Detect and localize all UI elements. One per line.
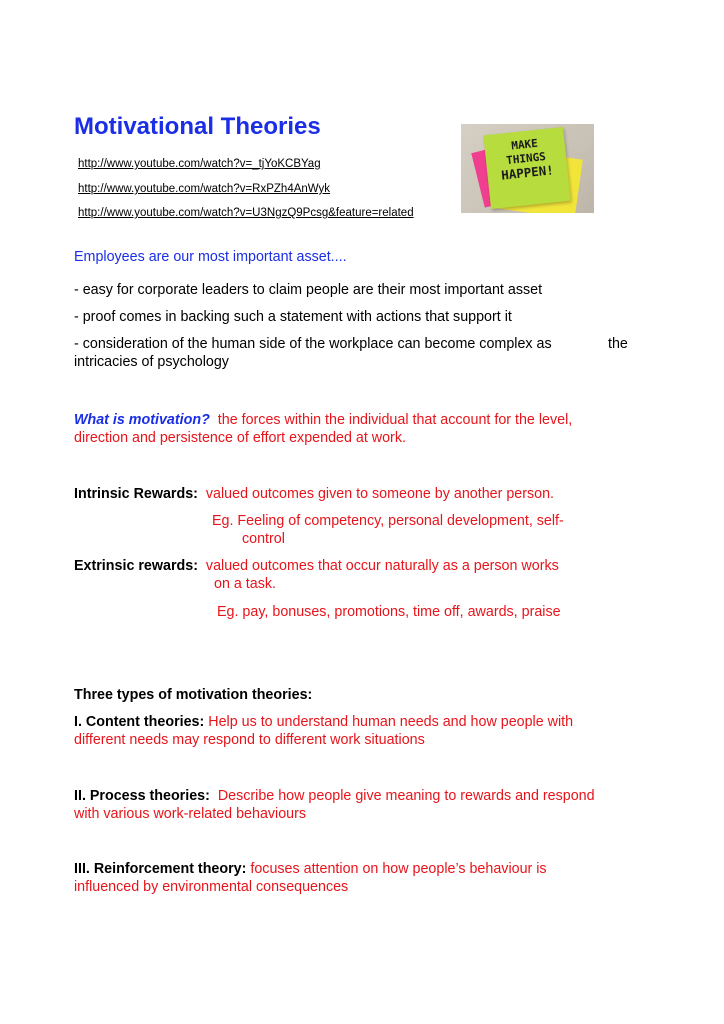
extrinsic-rewards <box>74 557 559 575</box>
motivation-definition <box>74 411 572 429</box>
bullet-3-continued: intricacies of psychology <box>74 354 229 370</box>
reinforcement-theory-label: III. Reinforcement theory: <box>74 861 247 877</box>
extrinsic-label: Extrinsic rewards: <box>74 558 198 574</box>
motivation-answer-line-2: direction and persistence of effort expended at work. <box>74 430 406 446</box>
youtube-link-1[interactable]: http://www.youtube.com/watch?v=_tjYoKCBYag <box>78 158 321 170</box>
content-theories-line-1: Help us to understand human needs and how people with <box>208 714 574 730</box>
motivation-answer-line-1: the forces within the individual that account for the level, <box>217 412 573 428</box>
make-things-happen-image <box>461 124 594 213</box>
process-theories-line-1: Describe how people give meaning to rewards and respond <box>217 788 595 804</box>
bullet-2: - proof comes in backing such a statement with actions that support it <box>74 309 512 325</box>
extrinsic-definition-line-1: valued outcomes that occur naturally as a person works <box>205 558 559 574</box>
reinforcement-theory <box>74 860 547 878</box>
bullet-1: - easy for corporate leaders to claim people are their most important asset <box>74 282 543 298</box>
reinforcement-theory-line-2: influenced by environmental consequences <box>74 879 349 895</box>
bullet-3-tail: the <box>608 336 628 352</box>
green-sticky-note <box>483 127 570 209</box>
extrinsic-definition-line-2: on a task. <box>214 576 276 592</box>
intrinsic-definition: valued outcomes given to someone by another person. <box>205 486 555 502</box>
intrinsic-example-line-2: control <box>242 531 285 547</box>
intrinsic-rewards <box>74 485 554 503</box>
process-theories-line-2: with various work-related behaviours <box>74 806 307 822</box>
intrinsic-label: Intrinsic Rewards: <box>74 486 198 502</box>
youtube-link-3[interactable]: http://www.youtube.com/watch?v=U3NgzQ9Pcsg&feature=related <box>78 207 414 219</box>
process-theories-label: II. Process theories: <box>74 788 210 804</box>
page-title: Motivational Theories <box>74 113 321 140</box>
process-theories <box>74 787 595 805</box>
content-theories-line-2: different needs may respond to different work situations <box>74 732 425 748</box>
intrinsic-example-line-1: Eg. Feeling of competency, personal development, self- <box>212 513 564 529</box>
motivation-question: What is motivation? <box>74 412 210 428</box>
content-theories <box>74 713 573 731</box>
bullet-3: - consideration of the human side of the workplace can become complex as <box>74 336 552 352</box>
youtube-link-2[interactable]: http://www.youtube.com/watch?v=RxPZh4AnWyk <box>78 183 331 195</box>
note-line-2: THINGS <box>505 150 547 168</box>
extrinsic-example: Eg. pay, bonuses, promotions, time off, awards, praise <box>217 604 561 620</box>
note-line-1: MAKE <box>510 136 539 153</box>
asset-heading: Employees are our most important asset.... <box>74 249 347 265</box>
note-line-3: HAPPEN! <box>500 162 555 183</box>
content-theories-label: I. Content theories: <box>74 714 205 730</box>
theory-types-heading: Three types of motivation theories: <box>74 687 313 703</box>
reinforcement-theory-line-1: focuses attention on how people’s behaviour is <box>250 861 547 877</box>
